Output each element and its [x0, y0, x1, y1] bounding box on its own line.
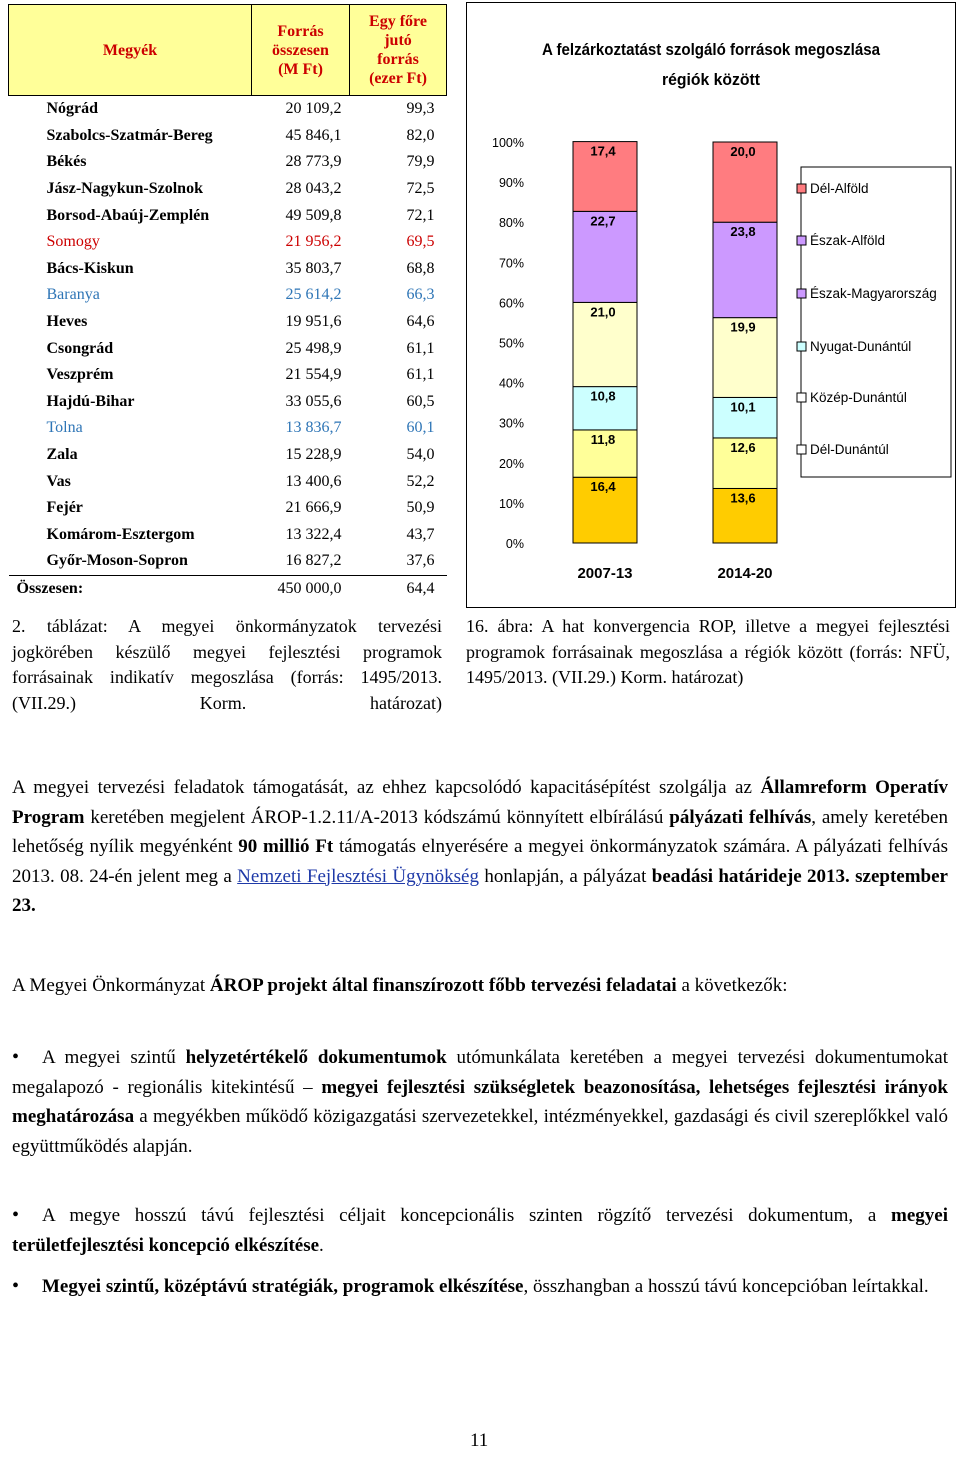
y-tick-label: 0% — [505, 537, 524, 551]
cell-per-capita: 82,0 — [406, 126, 435, 144]
data-label: 10,1 — [730, 399, 756, 415]
data-label: 21,0 — [590, 304, 616, 320]
b2-text-1: A megye hosszú távú fejlesztési céljait koncepcionális szinten rögzítő tervezési dokumentum, a — [42, 1205, 892, 1226]
y-tick-label: 50% — [498, 336, 524, 351]
cell-per-capita: 72,5 — [406, 180, 435, 198]
b2-text-2: . — [319, 1234, 324, 1256]
x-tick-label: 2007-13 — [577, 565, 633, 582]
data-label: 23,8 — [730, 224, 756, 240]
county-funding-table — [8, 4, 446, 610]
cell-name: Győr-Moson-Sopron — [46, 552, 188, 570]
bullet-marker: • — [12, 1275, 20, 1297]
bullet-item-3 — [12, 1272, 948, 1302]
legend-box — [801, 167, 951, 477]
table-row — [9, 495, 447, 522]
cell-per-capita: 72,1 — [406, 206, 435, 224]
table-row — [9, 96, 447, 123]
paragraph-tasks-intro — [12, 971, 948, 1001]
cell-name: Nógrád — [46, 100, 99, 118]
cell-total: 45 846,1 — [285, 126, 342, 144]
cell-per-capita: 69,5 — [406, 233, 435, 251]
data-label: 20,0 — [730, 144, 756, 159]
data-label: 17,4 — [590, 143, 616, 159]
legend-label: Észak-Magyarország — [810, 286, 937, 301]
cell-name: Összesen: — [9, 575, 252, 602]
cell-per-capita: 54,0 — [406, 446, 435, 464]
cell-name: Heves — [46, 313, 88, 331]
bullet-marker: • — [12, 1046, 20, 1068]
cell-name: Békés — [46, 153, 87, 171]
x-tick-label: 2014-20 — [717, 565, 773, 582]
cell-total: 33 055,6 — [285, 392, 342, 410]
p1-text-5: honlapján, a pályázat — [478, 865, 652, 887]
cell-name: Komárom-Esztergom — [46, 525, 195, 543]
cell-total: 25 498,9 — [285, 339, 342, 357]
p1-text-1: A megyei tervezési feladatok támogatását, az ehhez kapcsolódó kapacitásépítést szolgálja az — [12, 777, 761, 798]
cell-total: 15 228,9 — [285, 446, 342, 464]
cell-total: 21 956,2 — [285, 233, 342, 251]
cell-name: Szabolcs-Szatmár-Bereg — [46, 126, 213, 144]
cell-per-capita: 64,6 — [406, 313, 435, 331]
table-row — [9, 335, 447, 362]
cell-per-capita: 99,3 — [406, 100, 435, 118]
cell-total: 35 803,7 — [285, 259, 342, 277]
b1-bold-2: megyei fejlesztési szükségletek beazonosítása, lehetséges fejlesztési irányok meghatározása — [12, 1076, 948, 1127]
p1-text-2: keretében megjelent ÁROP-1.2.11/A-2013 kódszámú könnyített elbírálású — [84, 806, 670, 828]
table-row — [9, 149, 447, 176]
p2-text-1: A Megyei Önkormányzat — [12, 975, 210, 996]
y-tick-label: 10% — [498, 496, 524, 511]
cell-per-capita: 61,1 — [406, 339, 435, 357]
cell-total: 19 951,6 — [285, 313, 342, 331]
cell-per-capita: 79,9 — [406, 153, 435, 171]
bullet-item-1 — [12, 1043, 948, 1161]
b1-bold-1: helyzetértékelő dokumentumok — [185, 1047, 447, 1068]
legend-swatch — [797, 184, 806, 193]
p2-bold: ÁROP projekt által finanszírozott főbb tervezési feladatai — [209, 975, 677, 996]
p1-text-4: támogatás elnyerésére a megyei önkormányzatok számára. A pályázati felhívás 2013. 08. 24-én jelent meg a — [12, 836, 948, 887]
cell-name: Csongrád — [46, 339, 114, 357]
table-row — [9, 282, 447, 309]
table-row — [9, 442, 447, 469]
table-row — [9, 575, 447, 602]
table-caption-block — [12, 614, 442, 716]
cell-name: Veszprém — [46, 366, 114, 384]
b1-text-1: A megyei szintű — [42, 1047, 186, 1068]
cell-total: 28 773,9 — [285, 153, 342, 171]
table-row — [9, 548, 447, 575]
bullet-marker: • — [12, 1204, 20, 1226]
data-label: 10,8 — [590, 388, 616, 404]
p2-text-2: a következők: — [676, 975, 788, 996]
cell-per-capita: 68,8 — [406, 259, 435, 277]
data-label: 12,6 — [730, 439, 756, 455]
legend-label: Közép-Dunántúl — [810, 390, 907, 405]
y-tick-label: 60% — [498, 296, 524, 311]
figure-caption: 16. ábra: A hat konvergencia ROP, illetve a megyei fejlesztési programok forrásainak megoszlása a régiók között (forrás: NFÜ, 1495/2013. (VII.29.) Korm. határozat) — [466, 616, 950, 687]
data-label: 13,6 — [730, 490, 756, 506]
b1-text-3: a megyékben működő közigazgatási szervezetekkel, intézményekkel, gazdasági és civil szereplőkkel való együttműködés alapján. — [12, 1106, 948, 1157]
cell-name: Vas — [46, 472, 71, 490]
cell-name: Fejér — [46, 499, 83, 517]
cell-total: 21 666,9 — [285, 499, 342, 517]
legend-label: Észak-Alföld — [810, 233, 886, 248]
legend-swatch — [797, 393, 806, 402]
cell-name: Borsod-Abaúj-Zemplén — [46, 206, 210, 224]
legend-swatch — [797, 289, 806, 298]
header-county: Megyék — [9, 5, 252, 96]
b3-text-2: , összhangban a hosszú távú koncepcióban leírtakkal. — [523, 1276, 929, 1297]
table-row — [9, 202, 447, 229]
p1-text-3: , amely keretében lehetőség nyílik megyénként — [12, 806, 948, 857]
legend-swatch — [797, 342, 806, 351]
chart-title: régiók között — [662, 70, 761, 89]
table-row — [9, 468, 447, 495]
y-tick-label: 70% — [498, 256, 524, 271]
bullet-item-2 — [12, 1201, 948, 1260]
cell-total: 13 400,6 — [285, 472, 342, 490]
legend-swatch — [797, 445, 806, 454]
cell-total: 13 322,4 — [285, 525, 342, 543]
data-label: 11,8 — [590, 431, 616, 447]
table-row — [9, 389, 447, 416]
cell-per-capita: 60,1 — [406, 419, 435, 437]
y-tick-label: 20% — [498, 456, 524, 471]
p1-bold-program: Államreform Operatív Program — [12, 777, 948, 828]
p1-bold-deadline: beadási határideje 2013. szeptember 23. — [12, 865, 948, 916]
legend-label: Dél-Alföld — [810, 181, 869, 196]
data-label: 19,9 — [730, 319, 756, 335]
table-row — [9, 229, 447, 256]
cell-name: Zala — [46, 446, 78, 464]
cell-total: 28 043,2 — [285, 180, 342, 198]
b2-bold-1: megyei területfejlesztési koncepció elkészítése — [12, 1205, 948, 1256]
chart-canvas — [467, 3, 955, 607]
table-row — [9, 415, 447, 442]
page-number: 11 — [470, 1430, 489, 1451]
cell-total: 20 109,2 — [285, 100, 342, 118]
p1-bold-call: pályázati felhívás — [669, 806, 812, 828]
legend-label: Nyugat-Dunántúl — [810, 339, 912, 354]
table-row — [9, 176, 447, 203]
b3-bold-1: Megyei szintű, középtávú stratégiák, programok elkészítése — [42, 1276, 524, 1297]
data-label: 16,4 — [590, 479, 616, 495]
table-row — [9, 123, 447, 150]
cell-name: Jász-Nagykun-Szolnok — [46, 180, 203, 198]
table-body — [9, 96, 447, 603]
nfu-link[interactable]: Nemzeti Fejlesztési Ügynökség — [237, 865, 479, 887]
y-tick-label: 100% — [492, 136, 524, 150]
y-tick-label: 40% — [498, 376, 524, 391]
cell-per-capita: 43,7 — [406, 525, 435, 543]
cell-name: Baranya — [46, 286, 100, 304]
figure-caption-block — [466, 614, 950, 691]
legend-swatch — [797, 236, 806, 245]
cell-total: 49 509,8 — [285, 206, 342, 224]
cell-total: 450 000,0 — [252, 575, 350, 602]
cell-per-capita: 64,4 — [350, 575, 447, 602]
cell-per-capita: 52,2 — [406, 472, 435, 490]
legend-label: Dél-Dunántúl — [810, 442, 889, 457]
header-per-capita: Egy főre jutó forrás (ezer Ft) — [350, 5, 447, 96]
cell-per-capita: 61,1 — [406, 366, 435, 384]
table-row — [9, 256, 447, 283]
cell-name: Hajdú-Bihar — [46, 392, 135, 410]
chart-title: A felzárkoztatást szolgáló források megoszlása — [542, 40, 881, 59]
cell-total: 21 554,9 — [285, 366, 342, 384]
paragraph-arop-call — [12, 773, 948, 921]
y-tick-label: 90% — [498, 176, 524, 191]
cell-name: Tolna — [46, 419, 83, 437]
table-row — [9, 309, 447, 336]
y-tick-label: 80% — [498, 216, 524, 231]
cell-per-capita: 66,3 — [406, 286, 435, 304]
cell-name: Somogy — [46, 233, 100, 251]
cell-total: 16 827,2 — [285, 552, 342, 570]
cell-per-capita: 37,6 — [406, 552, 435, 570]
data-label: 22,7 — [590, 213, 616, 229]
table-row — [9, 522, 447, 549]
cell-per-capita: 50,9 — [406, 499, 435, 517]
table-header-row — [9, 5, 447, 96]
p1-bold-amount: 90 millió Ft — [238, 836, 334, 857]
header-total: Forrás összesen (M Ft) — [252, 5, 350, 96]
table-caption: 2. táblázat: A megyei önkormányzatok tervezési jogkörében készülő megyei fejlesztési programok forrásainak indikatív megoszlása (forrás: 1495/2013. (VII.29.) Korm. határozat) — [12, 616, 442, 713]
cell-total: 13 836,7 — [285, 419, 342, 437]
b1-text-2: utómunkálata keretében a megyei tervezési dokumentumokat megalapozó - regionális kitekintésű – — [12, 1047, 948, 1098]
cell-name: Bács-Kiskun — [46, 259, 134, 277]
y-tick-label: 30% — [498, 416, 524, 431]
stacked-bar-chart — [466, 2, 956, 608]
cell-total: 25 614,2 — [285, 286, 342, 304]
table-row — [9, 362, 447, 389]
cell-per-capita: 60,5 — [406, 392, 435, 410]
